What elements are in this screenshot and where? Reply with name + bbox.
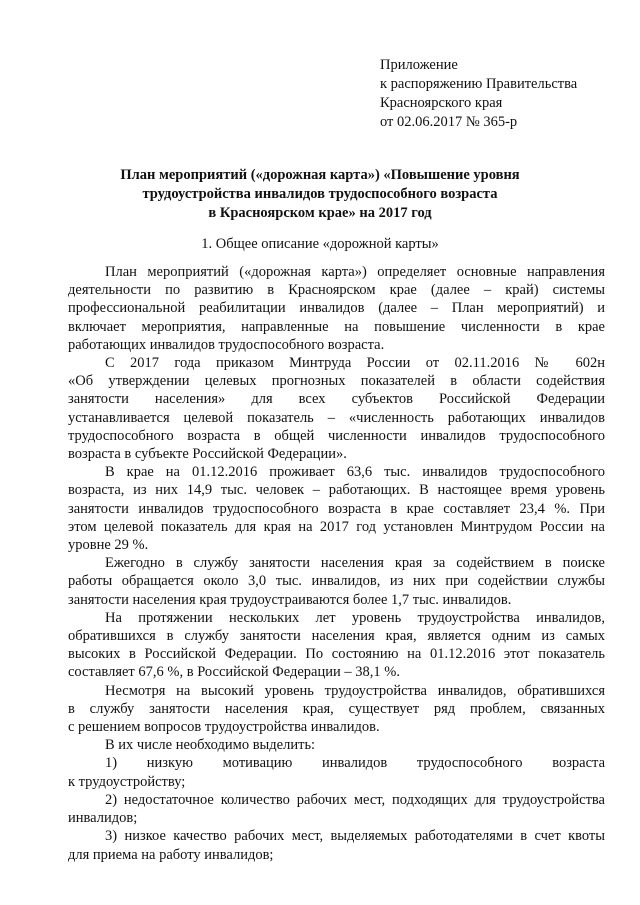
text-line: инвалидов; xyxy=(68,810,138,827)
text-line: 3) низкое качество рабочих мест, выделяемых работодателями в счет квоты xyxy=(105,828,605,845)
text-line: В их числе необходимо выделить: xyxy=(105,737,316,754)
appendix-line: Красноярского края xyxy=(380,95,503,111)
text-line: занятости населения» для всех субъектов Российской Федерации xyxy=(68,391,605,408)
text-line: На протяжении нескольких лет уровень трудоустройства инвалидов, xyxy=(105,609,605,626)
appendix-line: от 02.06.2017 № 365-р xyxy=(380,114,518,130)
text-line: В крае на 01.12.2016 проживает 63,6 тыс. инвалидов трудоспособного xyxy=(105,464,605,481)
text-line: в службу занятости населения края, существует ряд проблем, связанных xyxy=(68,700,605,717)
text-line: Ежегодно в службу занятости населения края за содействием в поиске xyxy=(105,555,605,572)
list-item-2 xyxy=(68,791,605,827)
section-heading: 1. Общее описание «дорожной карты» xyxy=(201,236,439,252)
text-line: включает мероприятия, направленные на повышение численности в крае xyxy=(68,318,605,335)
paragraph-5 xyxy=(68,609,605,682)
text-line: работы обращается около 3,0 тыс. инвалидов, из них при содействии службы xyxy=(68,573,605,590)
text-line: устанавливается целевой показатель – «численность работающих инвалидов xyxy=(68,409,605,426)
text-line: 1) низкую мотивацию инвалидов трудоспособного возраста xyxy=(105,755,605,772)
title-line: в Красноярском крае» на 2017 год xyxy=(208,205,432,221)
text-line: План мероприятий («дорожная карта») определяет основные направления xyxy=(105,264,605,280)
text-line: высоких в Российской Федерации. По состоянию на 01.12.2016 этот показатель xyxy=(68,646,605,663)
title-line: План мероприятий («дорожная карта») «Повышение уровня xyxy=(120,167,520,183)
text-line: к трудоустройству; xyxy=(68,773,186,790)
document-title xyxy=(60,166,580,223)
text-line: возраста, из них 14,9 тыс. человек – работающих. В настоящее время уровень xyxy=(68,482,605,499)
text-line: занятости населения края трудоустраиваются более 1,7 тыс. инвалидов. xyxy=(68,591,512,608)
text-line: профессиональной реабилитации инвалидов (далее – План мероприятий) и xyxy=(68,300,605,317)
text-line: трудоспособного возраста в общей численности инвалидов трудоспособного xyxy=(68,427,605,444)
text-line: уровне 29 %. xyxy=(68,537,149,554)
text-line: С 2017 года приказом Минтруда России от 02.11.2016 № 602н xyxy=(105,355,605,372)
text-line: возраста в субъекте Российской Федерации». xyxy=(68,446,347,463)
list-item-3 xyxy=(68,827,605,863)
text-line: обратившихся в службу занятости населения края, является одним из самых xyxy=(68,628,605,645)
document-body xyxy=(68,263,605,864)
title-line: трудоустройства инвалидов трудоспособного возраста xyxy=(142,186,498,202)
paragraph-2 xyxy=(68,354,605,463)
text-line: работающих инвалидов трудоспособного возраста. xyxy=(68,336,385,353)
text-line: «Об утверждении целевых прогнозных показателей в области содействия xyxy=(68,373,605,390)
text-line: этом целевой показатель для края на 2017 год установлен Минтрудом России на xyxy=(68,518,605,535)
paragraph-6 xyxy=(68,682,605,737)
text-line: занятости инвалидов трудоспособного возраста в крае составляет 23,4 %. При xyxy=(68,500,605,517)
text-line: составляет 67,6 %, в Российской Федерации – 38,1 %. xyxy=(68,664,400,681)
paragraph-7 xyxy=(68,736,605,754)
appendix-line: Приложение xyxy=(380,57,458,73)
list-item-1 xyxy=(68,754,605,790)
text-line: деятельности по развитию в Красноярском крае (далее – край) системы xyxy=(68,282,605,299)
text-line: для приема на работу инвалидов; xyxy=(68,846,274,863)
text-line: с решением вопросов трудоустройства инвалидов. xyxy=(68,719,380,736)
appendix-block xyxy=(380,56,577,132)
paragraph-3 xyxy=(68,463,605,554)
paragraph-4 xyxy=(68,554,605,609)
text-line: 2) недостаточное количество рабочих мест, подходящих для трудоустройства xyxy=(105,791,605,808)
text-line: Несмотря на высокий уровень трудоустройства инвалидов, обратившихся xyxy=(105,682,605,699)
appendix-line: к распоряжению Правительства xyxy=(380,76,578,92)
paragraph-1 xyxy=(68,263,605,354)
